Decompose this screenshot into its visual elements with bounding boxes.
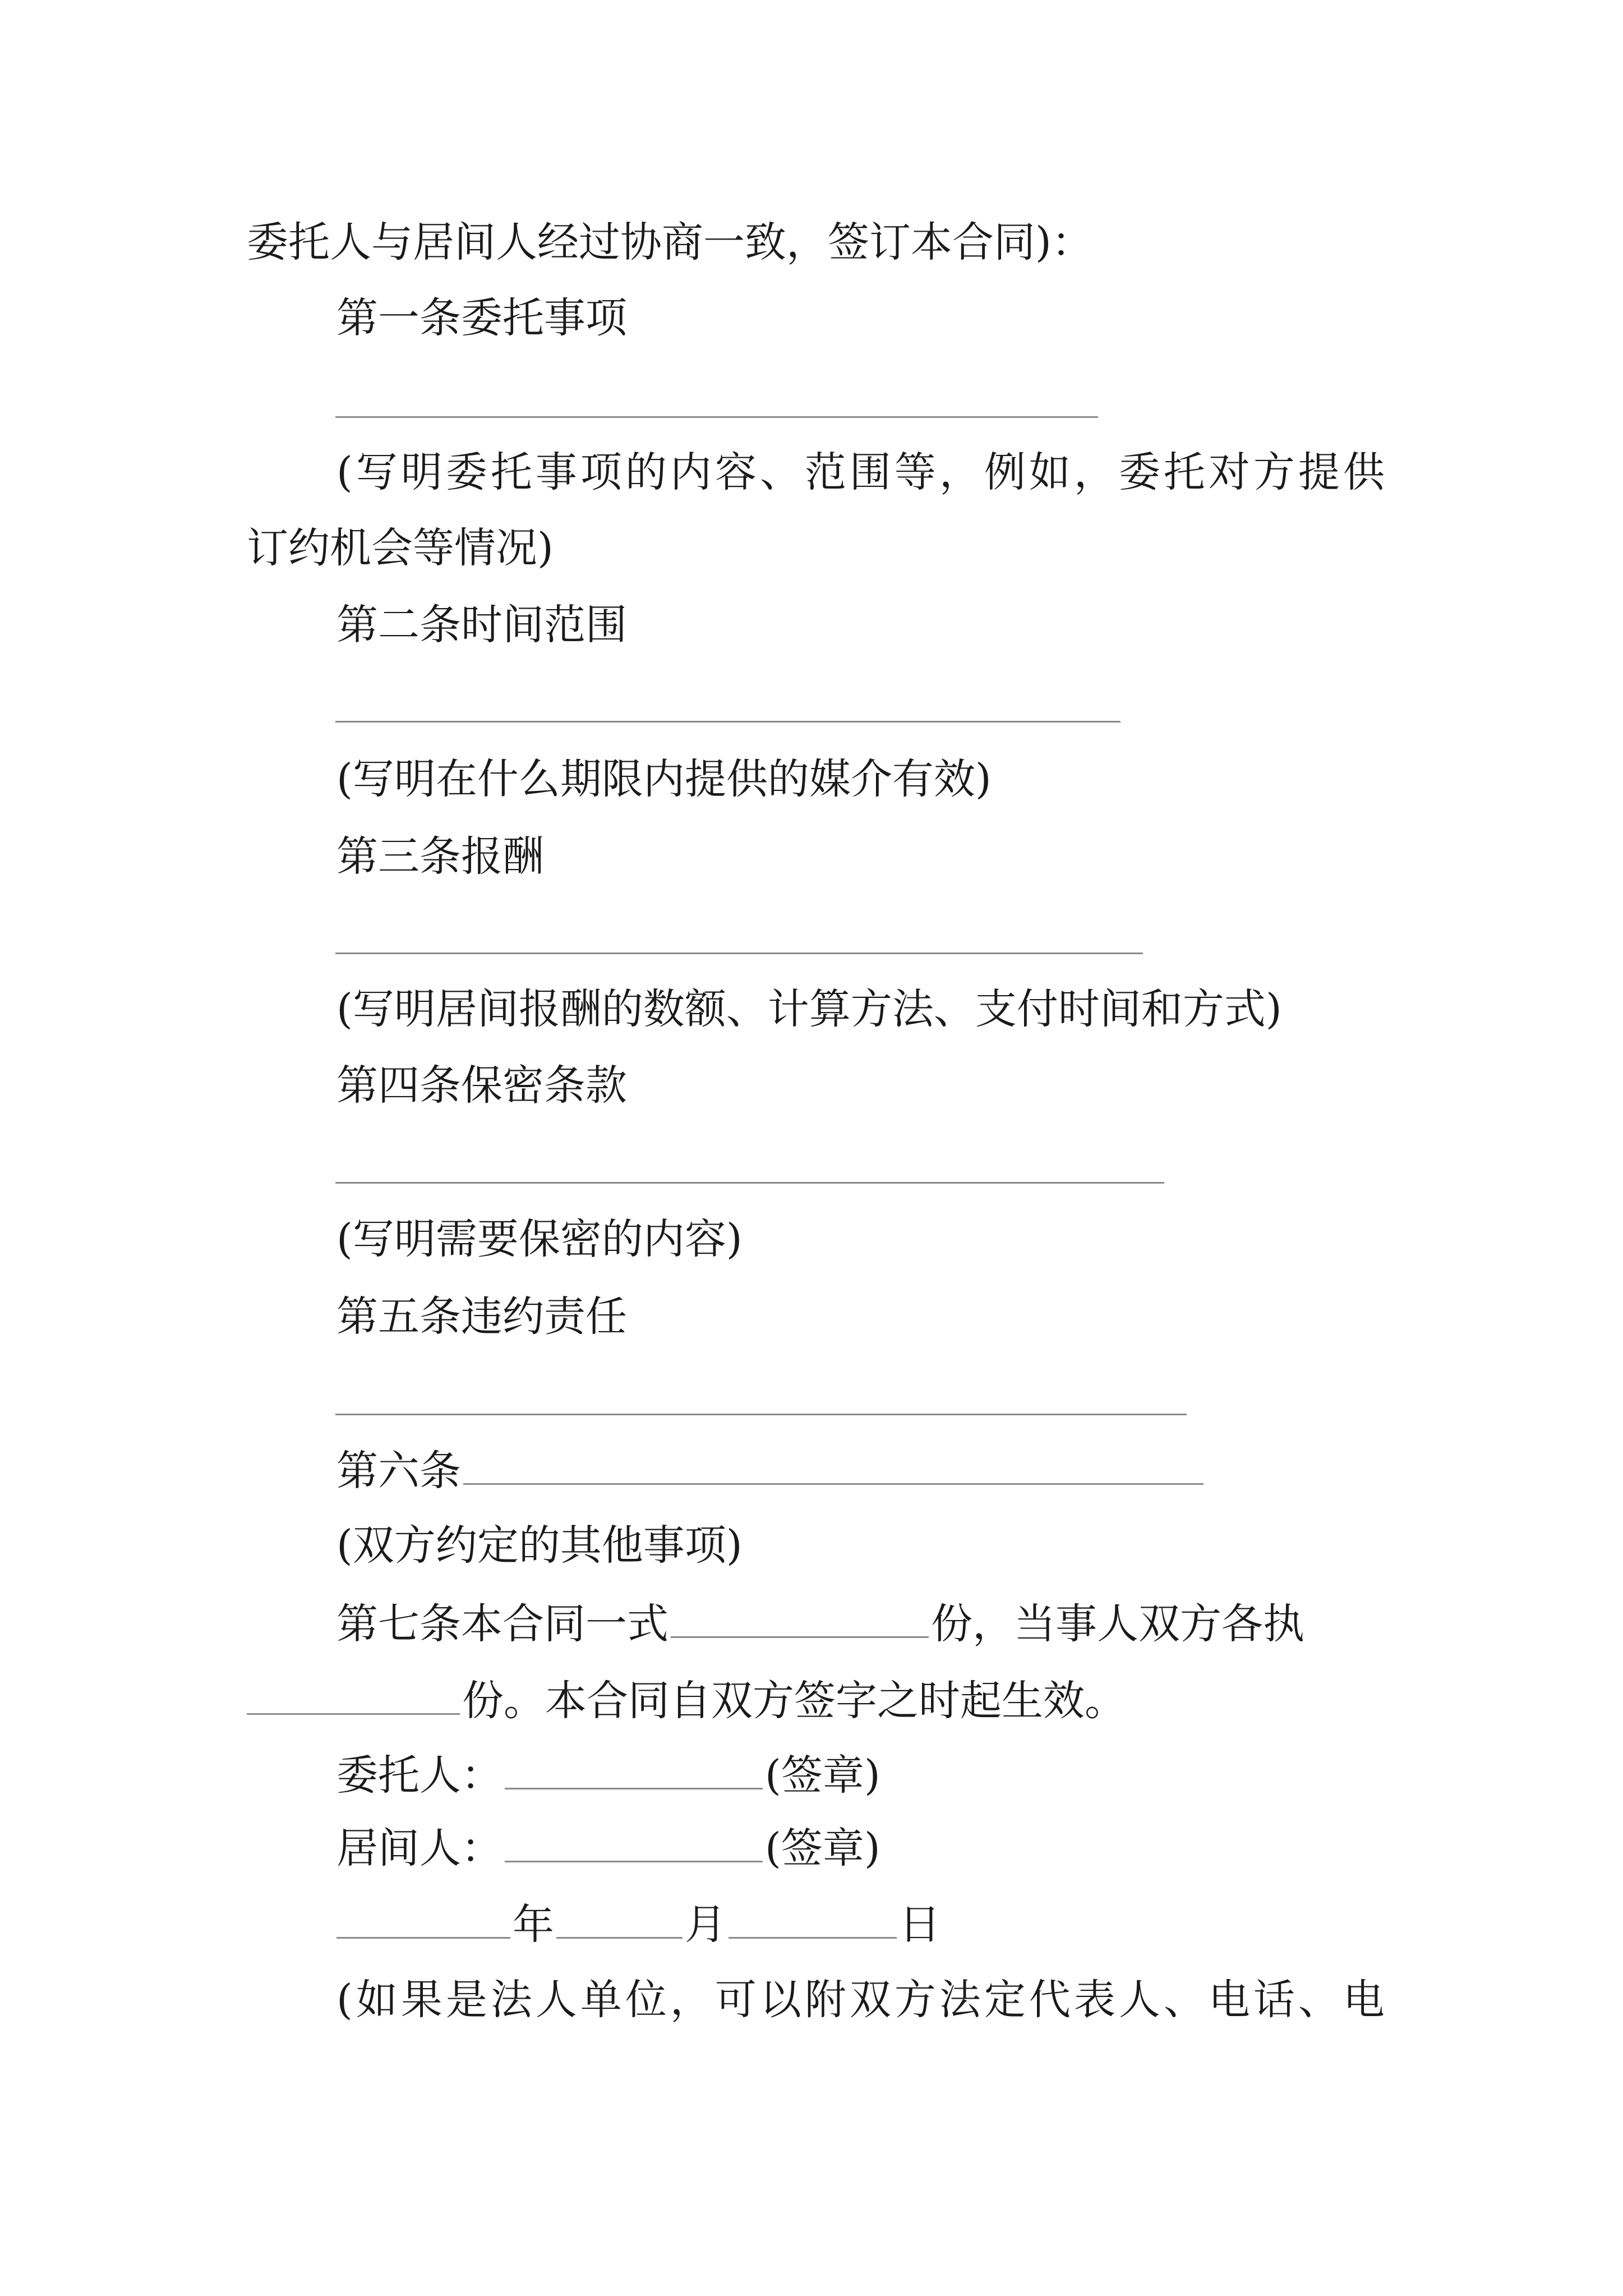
intro-line: 委托人与居间人经过协商一致，签订本合同)： — [247, 218, 1093, 266]
principal-label: 委托人： — [336, 1751, 502, 1800]
intermediary-signature-line — [336, 1824, 880, 1872]
intermediary-seal-note: (签章) — [765, 1824, 880, 1872]
intermediary-signature-blank[interactable] — [505, 1861, 763, 1862]
intermediary-label: 居间人： — [336, 1824, 502, 1872]
article6-line — [336, 1447, 1206, 1495]
article4-note: (写明需要保密的内容) — [336, 1215, 743, 1263]
footer-note — [336, 1976, 1388, 2024]
article6-heading: 第六条 — [336, 1447, 461, 1495]
article7-line1 — [336, 1600, 1304, 1648]
article5-fill-line[interactable] — [335, 1414, 1187, 1415]
article6-note: (双方约定的其他事项) — [336, 1521, 743, 1570]
article1-note-text: (写明委托事项的内容、范围等，例如，委托对方提供 — [336, 448, 1388, 496]
copies-each-blank[interactable] — [247, 1713, 460, 1715]
article3-heading: 第三条报酬 — [336, 832, 544, 881]
article7-part3: 份。本合同自双方签字之时起生效。 — [462, 1677, 1126, 1725]
article1-note-line2: 订约机会等情况) — [247, 524, 554, 572]
month-blank[interactable] — [556, 1937, 683, 1939]
article1-heading: 第一条委托事项 — [336, 294, 627, 342]
date-line — [336, 1901, 940, 1949]
article4-fill-line[interactable] — [335, 1182, 1164, 1184]
article4-heading: 第四条保密条款 — [336, 1061, 627, 1110]
article2-fill-line[interactable] — [335, 721, 1121, 723]
article3-fill-line[interactable] — [335, 953, 1143, 954]
article2-note: (写明在什么期限内提供的媒介有效) — [336, 755, 992, 803]
copies-total-blank[interactable] — [671, 1636, 929, 1638]
footer-note-text: (如果是法人单位，可以附双方法定代表人、电话、电 — [336, 1976, 1388, 2024]
article6-blank[interactable] — [463, 1483, 1204, 1485]
year-label: 年 — [513, 1901, 554, 1949]
principal-seal-note: (签章) — [765, 1751, 880, 1800]
day-label: 日 — [899, 1901, 940, 1949]
principal-signature-blank[interactable] — [505, 1788, 763, 1789]
article7-part1: 第七条本合同一式 — [336, 1600, 668, 1648]
principal-signature-line — [336, 1751, 880, 1800]
article7-line2 — [247, 1677, 1126, 1725]
year-blank[interactable] — [336, 1937, 510, 1939]
month-label: 月 — [685, 1901, 726, 1949]
article1-fill-line[interactable] — [335, 416, 1098, 418]
article2-heading: 第二条时间范围 — [336, 601, 627, 649]
article7-part2: 份，当事人双方各执 — [931, 1600, 1304, 1648]
article1-note-line1 — [336, 448, 1388, 496]
day-blank[interactable] — [728, 1937, 897, 1939]
article5-heading: 第五条违约责任 — [336, 1292, 627, 1341]
article3-note: (写明居间报酬的数额、计算方法、支付时间和方式) — [336, 985, 1282, 1033]
